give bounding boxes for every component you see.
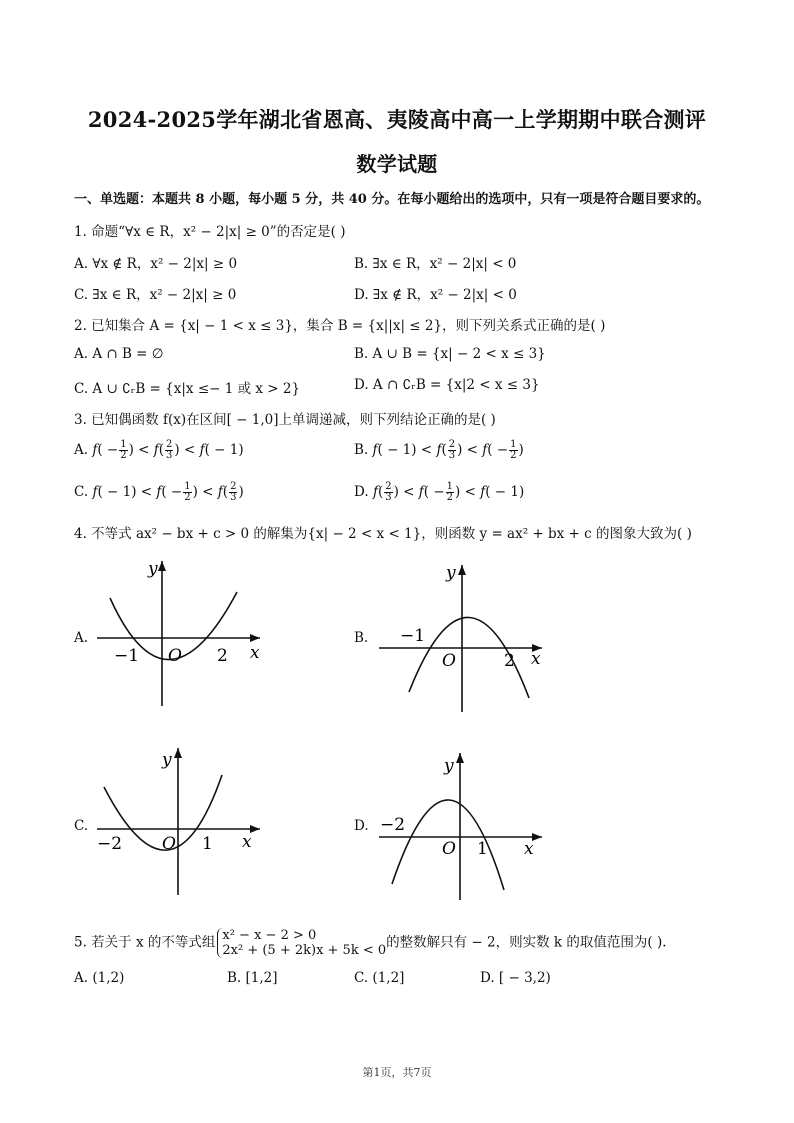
q4-graph-d (374, 748, 549, 903)
q5-inequality-1: x² − x − 2 > 0 (222, 928, 317, 943)
q4c-x-label: x (242, 832, 252, 852)
q4d-y-label: y (444, 756, 454, 776)
q3-stem: 3. 已知偶函数 f(x)在区间[ − 1,0]上单调递减，则下列结论正确的是( ) (74, 412, 496, 428)
q4b-x-label: x (531, 649, 541, 669)
q4a-tick-right: 2 (217, 646, 228, 666)
q4-option-a-label: A. (74, 630, 89, 646)
q4c-y-label: y (162, 750, 172, 770)
q4a-x-label: x (250, 643, 260, 663)
q1-option-c: C. ∃x ∈ R，x² − 2|x| ≥ 0 (74, 287, 237, 303)
q3-option-d: D. f( $\frac{2}{3}$ ) < f( − $\frac{1}{2}$ ) < f( − 1) (354, 481, 525, 503)
q2-option-a: A. A ∩ B = ∅ (74, 346, 164, 362)
q1-stem: 1. 命题“∀x ∈ R，x² − 2|x| ≥ 0”的否定是( ) (74, 224, 346, 240)
q3-option-b: B. f( − 1) < f( $\frac{2}{3}$ ) < f( − $\frac{1}{2}$ ) (354, 439, 524, 461)
q1-option-a: A. ∀x ∉ R，x² − 2|x| ≥ 0 (74, 256, 238, 272)
q5-prefix: 5. 若关于 x 的不等式组 (74, 934, 216, 951)
q1-option-b: B. ∃x ∈ R，x² − 2|x| < 0 (354, 256, 517, 272)
q5-suffix: 的整数解只有 − 2，则实数 k 的取值范围为( ). (386, 934, 667, 951)
q4-option-b-label: B. (354, 630, 369, 646)
q1-option-d: D. ∃x ∉ R，x² − 2|x| < 0 (354, 287, 517, 303)
q4d-tick-left: −2 (380, 815, 406, 835)
q4-graph-b (374, 560, 549, 715)
q4b-tick-left: −1 (400, 626, 426, 646)
q3-option-c: C. f( − 1) < f( − $\frac{1}{2}$ ) < f( $\frac{2}{3}$ ) (74, 481, 244, 503)
q5-stem (74, 928, 667, 958)
q2-option-b: B. A ∪ B = {x| − 2 < x ≤ 3} (354, 346, 546, 362)
q4a-tick-left: −1 (114, 646, 140, 666)
q4b-origin: O (442, 651, 456, 671)
exam-subject: 数学试题 (356, 152, 438, 176)
q4c-origin: O (162, 834, 176, 854)
q5-inequality-system (217, 928, 386, 958)
q4d-origin: O (442, 839, 456, 859)
q4d-x-label: x (524, 839, 534, 859)
q4-graph-a (92, 556, 267, 711)
q4a-origin: O (168, 646, 182, 666)
q4b-y-label: y (446, 563, 456, 583)
q4-stem: 4. 不等式 ax² − bx + c > 0 的解集为{x| − 2 < x < 1}，则函数 y = ax² + bx + c 的图象大致为( ) (74, 526, 692, 542)
q4d-tick-right: 1 (477, 839, 488, 859)
q4-graph-c (92, 743, 267, 898)
q3-option-a: A. f( − $\frac{1}{2}$ ) < f( $\frac{2}{3}$ ) < f( − 1) (74, 439, 244, 461)
q5-option-c: C. (1,2] (354, 970, 405, 986)
q4b-tick-right: 2 (504, 651, 515, 671)
q4a-y-label: y (148, 559, 158, 579)
q2-option-c: C. A ∪ ∁ᵣB = {x|x ≤− 1 或 x > 2} (74, 381, 301, 397)
q4-option-c-label: C. (74, 818, 89, 834)
q4-option-d-label: D. (354, 818, 369, 834)
exam-title: 2024-2025学年湖北省恩高、夷陵高中高一上学期期中联合测评 (87, 107, 707, 132)
section-heading: 一、单选题：本题共 8 小题，每小题 5 分，共 40 分。在每小题给出的选项中，只有一项是符合题目要求的。 (74, 192, 710, 207)
q4c-tick-right: 1 (202, 834, 213, 854)
q2-stem: 2. 已知集合 A = {x| − 1 < x ≤ 3}，集合 B = {x||x| ≤ 2}，则下列关系式正确的是( ) (74, 318, 606, 334)
q5-option-b: B. [1,2] (227, 970, 278, 986)
q5-inequality-2: 2x² + (5 + 2k)x + 5k < 0 (222, 943, 387, 958)
q2-option-d: D. A ∩ ∁ᵣB = {x|2 < x ≤ 3} (354, 377, 540, 393)
q5-option-d: D. [ − 3,2) (480, 970, 551, 986)
page-number: 第1页，共7页 (362, 1066, 432, 1079)
q5-option-a: A. (1,2) (74, 970, 125, 986)
q4c-tick-left: −2 (97, 834, 123, 854)
